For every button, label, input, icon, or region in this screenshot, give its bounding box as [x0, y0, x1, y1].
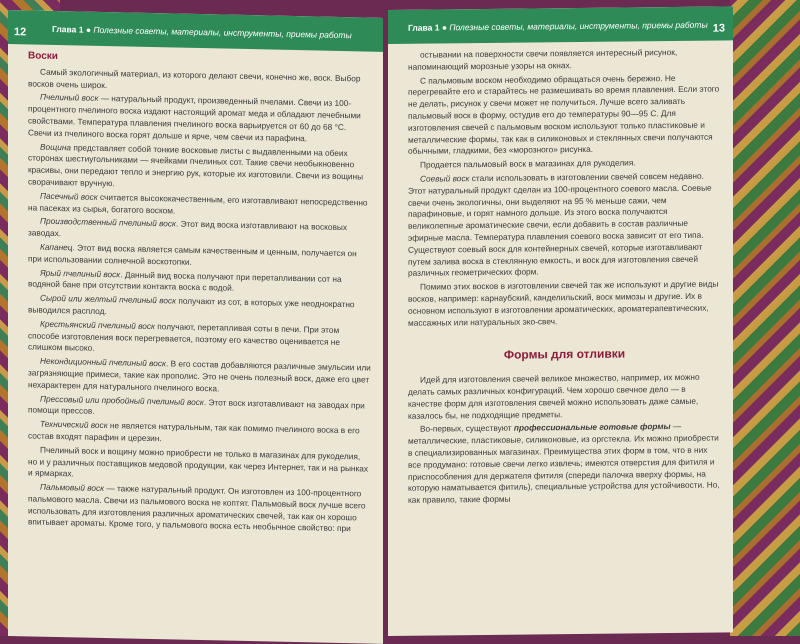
italic-term: Производственный пчелиный воск: [40, 216, 176, 229]
paragraph-text: Продается пальмовый воск в магазинах для рукоделия.: [420, 157, 636, 170]
paragraph-text: — металлические, пластиковые, силиконовые, из оргстекла. Их можно приобрести в специализированных магазинах. Преимущества этих форм в том, что в них все продумано: готовые свечи легко извлечь; имеются отверстия для фитиля и приспособления для держателя фитиля (спереди палочка вверху формы, на которую наматывается фитиль), специальные устройства для устойчивости. Но, как правило, такие формы: [408, 421, 720, 505]
paragraph-text: . Этот воск изготавливают на заводах при помощи прессов.: [28, 396, 365, 417]
italic-term: Вощина: [40, 141, 72, 152]
paragraph-text: . Этот вид воска изготавливают на восковых заводах.: [28, 218, 348, 239]
italic-term: Сырой или желтый пчелиный воск: [40, 292, 177, 306]
paragraph-text: — натуральный продукт, произведенный пчелами. Свечи из 100-процентного пчелиного воска издают настоящий аромат меда и обладают лечебными свойствами. Температура плавления пчелиного воска варьируется от 60 до 68 °С. Свечи из пчелиного воска горят дольше и ярче, чем свечи из парафина.: [28, 93, 361, 144]
left-page: [8, 10, 383, 644]
paragraph: [408, 72, 721, 158]
paragraph-text: Помимо этих восков в изготовлении свечей так же используют и другие виды восков, например: карнаубский, канделильский, воск мимозы и другие. Их в основном используют в изготовлении ароматических, ароматерапевтических, массажных или натуральных эко-свеч.: [408, 278, 719, 328]
paragraph-text: считается высококачественным, его изготавливают непосредственно на пасеках из сырья, богатого воском.: [28, 191, 368, 216]
italic-term: Ярый пчелиный воск: [40, 267, 121, 279]
left-page-number: 12: [14, 26, 27, 39]
italic-term: Пальмовый воск: [40, 481, 105, 494]
paragraph: [408, 47, 721, 74]
right-body-text: [408, 47, 721, 509]
right-paragraph-list: [408, 47, 721, 330]
paragraph: [408, 421, 721, 507]
left-chapter-label: Глава 1: [52, 23, 84, 35]
right-page-number: 13: [712, 22, 725, 35]
paragraph: [28, 356, 371, 399]
paragraph-text: стали использовать в изготовлении свечей совсем недавно. Этот натуральный продукт сделан из 100-процентного соевого масла. Соевые свечи очень экологичны, они выделяют на 95 % меньше сажи, чем парафиновые, и горят намного дольше. Из этого воска получаются великолепные ароматические свечи, если добавить в состав различные эфирные масла. Температура плавления соевого воска зависит от его типа. Существуют соевый воск для контейнерных свечей, которые изготавливают путем залива воска в стеклянную емкость, и воск для изготовления свечей различных геометрических форм.: [408, 170, 712, 279]
paragraph-text: С пальмовым воском необходимо обращаться очень бережно. Не перегревайте его и старайтесь не размешивать во время плавления. Если этого не делать, рисунок у свечи может не получиться. Лучше всего заливать пальмовый воск в форму, остудив его до температуры 90—95 С. Для изготовления свечей с пальмовым воском используют только пластиковые и металлические формы, так как в силиконовых и стеклянных свечи получаются обычными, гладкими, без «морозного» рисунка.: [408, 72, 720, 157]
bullet-icon: ●: [85, 24, 94, 35]
paragraph-text: Идей для изготовления свечей великое множество, например, их можно делать самых различных конфигураций. Чем хорошо свечное дело — в качестве форм для изготовления свечей можно использовать даже самые, казалось бы, не подходящие предметы.: [408, 371, 700, 421]
molds-paragraph-list: [408, 372, 721, 507]
paragraph-prefix: Во-первых, существуют: [420, 422, 514, 434]
section-heading-molds: Формы для отливки: [503, 346, 626, 363]
italic-term: Капанец: [40, 241, 73, 253]
left-chapter-subtitle: Полезные советы, материалы, инструменты, приемы работы: [93, 24, 352, 41]
left-paragraph-list: [28, 66, 371, 536]
paragraph: [408, 279, 721, 329]
paragraph: [28, 482, 371, 536]
paragraph-text: Пчелиный воск и вощину можно приобрести не только в магазинах для рукоделия, но и у различных поставщиков медовой продукции, как через Интернет, так и на рынках и ярмарках.: [28, 444, 369, 479]
paragraph-text: . Данный вид воска получают при перетапливании сот на водяной бане при отсутствии контакта воска с водой.: [28, 268, 342, 294]
italic-term: Технический воск: [40, 418, 108, 431]
ornamental-background-right: [730, 0, 800, 636]
italic-term: Соевый воск: [420, 173, 470, 184]
paragraph: [28, 92, 371, 146]
right-chapter-subtitle: Полезные советы, материалы, инструменты, приемы работы: [449, 19, 708, 33]
italic-term: Прессовый или пробойный пчелиный воск: [40, 393, 204, 407]
paragraph: [408, 170, 721, 279]
section-heading-waxes: Воски: [28, 50, 58, 63]
italic-term: Пчелиный воск: [40, 92, 99, 104]
italic-term: Некондиционный пчелиный воск: [40, 355, 166, 369]
paragraph-text: остывании на поверхности свечи появляется интересный рисунок, напоминающий морозные узоры на окнах.: [408, 46, 678, 72]
paragraph-text: получают из сот, в которых уже неоднократно выводился расплод.: [28, 295, 355, 317]
paragraph: [28, 141, 371, 195]
left-body-text: [28, 50, 371, 537]
italic-term: профессиональные готовые формы: [513, 421, 671, 433]
paragraph-text: . Этот вид воска является самым качественным и ценным, получается он при использовании солнечной воскотопки.: [28, 242, 357, 267]
paragraph: [408, 157, 721, 172]
paragraph-text: . В его состав добавляются различные эмульсии или загрязняющие примеси, такие как прополис. Это не очень полезный воск, даже его цвет нехарактерен для натурального пчелиного воска.: [28, 358, 371, 394]
paragraph-text: не является натуральным, так как помимо пчелиного воска в его состав входят парафин и церезин.: [28, 420, 360, 444]
bullet-icon: ●: [441, 22, 450, 33]
paragraph: [28, 318, 371, 361]
paragraph-text: Самый экологичный материал, из которого делают свечи, конечно же, воск. Выбор восков очень широк.: [28, 66, 361, 90]
right-chapter-label: Глава 1: [408, 22, 440, 33]
right-page: [388, 6, 733, 636]
paragraph: [28, 444, 371, 487]
italic-term: Крестьянский пчелиный воск: [40, 318, 155, 331]
paragraph: [408, 372, 721, 422]
paragraph-text: — также натуральный продукт. Он изготовлен из 100-процентного пальмового масла. Свечи из пальмового воска не коптят. Пальмовый воск лучше всего использовать для изготовления различных ароматических свечей, так как он хорошо впитывает ароматы. Кроме того, у пальмового воска есть необычное свойство: при: [28, 483, 366, 534]
paragraph-text: представляет собой тонкие восковые листы с выдавленными на обеих сторонах шестиугольниками — ячейками пчелиных сот. Такие свечи необыкновенно красивы, они передают тепло и энергию рук, которые их изготовили. Свечи из вощины сворачивают вручную.: [28, 141, 364, 189]
italic-term: Пасечный воск: [40, 190, 98, 202]
paragraph-text: получают, перетапливая соты в печи. При этом способе изготовления воск перегревается, поэтому его качество оценивается не слишком высоко.: [28, 320, 340, 354]
